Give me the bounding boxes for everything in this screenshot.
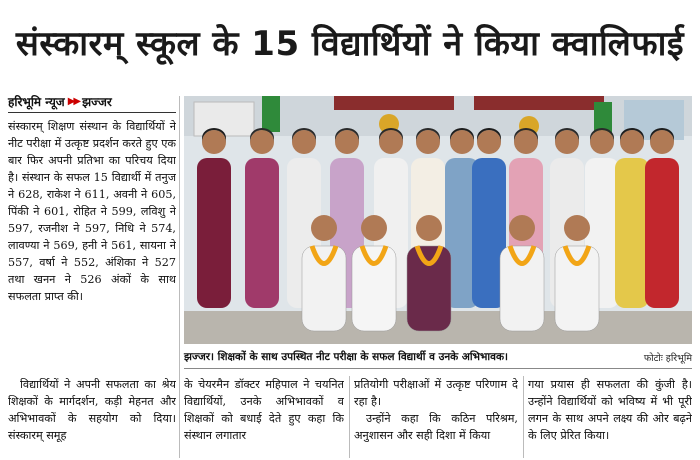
article-column-1-top <box>8 118 176 372</box>
column-divider <box>179 96 180 458</box>
person-head <box>514 130 538 154</box>
byline-arrows-icon: ▶▶ <box>67 95 80 107</box>
article-column-2 <box>184 376 344 458</box>
person-figure <box>245 158 279 308</box>
group-photo <box>184 96 692 344</box>
person-head <box>620 130 644 154</box>
banner <box>334 96 454 110</box>
article-column-2-text: के चेयरमैन डॉक्टर महिपाल ने चयनित विद्यार्थियों, उनके अभिभावकों व शिक्षकों को बधाई देते हुए कहा कि संस्थान लगातार <box>184 378 344 442</box>
student-figure <box>500 246 544 331</box>
student-head <box>361 215 387 241</box>
student-head <box>564 215 590 241</box>
person-head <box>292 130 316 154</box>
person-head <box>250 130 274 154</box>
person-head <box>202 130 226 154</box>
green-panel <box>262 96 280 132</box>
person-head <box>477 130 501 154</box>
person-head <box>590 130 614 154</box>
byline-brand: हरिभूमि न्यूज <box>8 94 65 109</box>
person-head <box>416 130 440 154</box>
article-paragraph-1: संस्कारम् शिक्षण संस्थान के विद्यार्थियों ने नीट परीक्षा में उत्कृष्ट प्रदर्शन करते हुए एक बार फिर अपनी प्रतिभा का परिचय दिया है। संस्थान के सफल 15 विद्यार्थी में तनुज ने 628, राकेश ने 611, अवनी ने 605, पिंकी ने 601, रोहित ने 599, लविशु ने 597, रजनीश ने 597, निधि ने 574, लावण्या ने 569, हनी ने 561, सायना ने 557, वर्षा ने 552, अंशिका ने 527 तथा खनन ने 526 अंकों के साथ सफलता प्राप्त की। <box>8 120 176 303</box>
person-head <box>450 130 474 154</box>
student-figure <box>555 246 599 331</box>
student-figure <box>302 246 346 331</box>
student-head <box>416 215 442 241</box>
student-figure <box>352 246 396 331</box>
group-photo-illustration <box>184 96 692 344</box>
article-column-3-text-a: प्रतियोगी परीक्षाओं में उत्कृष्ट परिणाम दे रहा है। <box>354 378 518 408</box>
photo-caption <box>184 346 692 369</box>
article-paragraph-2: विद्यार्थियों ने अपनी सफलता का श्रेय शिक्षकों के मार्गदर्शन, कड़ी मेहनत और अभिभावकों के सहयोग को दिया। संस्कारम् समूह <box>8 378 176 442</box>
column-divider <box>349 376 350 458</box>
article-column-4 <box>528 376 692 458</box>
person-head <box>335 130 359 154</box>
photo-caption-text: झज्जर। शिक्षकों के साथ उपस्थित नीट परीक्षा के सफल विद्यार्थी व उनके अभिभावक। <box>184 351 508 363</box>
article-column-3 <box>354 376 518 458</box>
student-head <box>509 215 535 241</box>
banner <box>474 96 604 110</box>
student-figure <box>407 246 451 331</box>
person-figure <box>197 158 231 308</box>
student-head <box>311 215 337 241</box>
person-head <box>379 130 403 154</box>
article-column-1-bottom <box>8 376 176 458</box>
person-figure <box>645 158 679 308</box>
photo-credit: फोटोः हरिभूमि <box>643 352 692 364</box>
article-column-4-text: गया प्रयास ही सफलता की कुंजी है। उन्होंने विद्यार्थियों को भविष्य में भी पूरी लगन के साथ अपने लक्ष्य की ओर बढ़ने के लिए प्रेरित किया। <box>528 378 692 442</box>
column-divider <box>523 376 524 458</box>
headline: संस्कारम् स्कूल के 15 विद्यार्थियों ने किया क्वालिफाई <box>15 24 685 64</box>
person-head <box>650 130 674 154</box>
article-column-3-text-b: उन्होंने कहा कि कठिन परिश्रम, अनुशासन और सही दिशा में किया <box>354 412 518 442</box>
person-head <box>555 130 579 154</box>
person-figure <box>615 158 649 308</box>
byline <box>8 90 176 113</box>
byline-place: झज्जर <box>82 94 112 109</box>
